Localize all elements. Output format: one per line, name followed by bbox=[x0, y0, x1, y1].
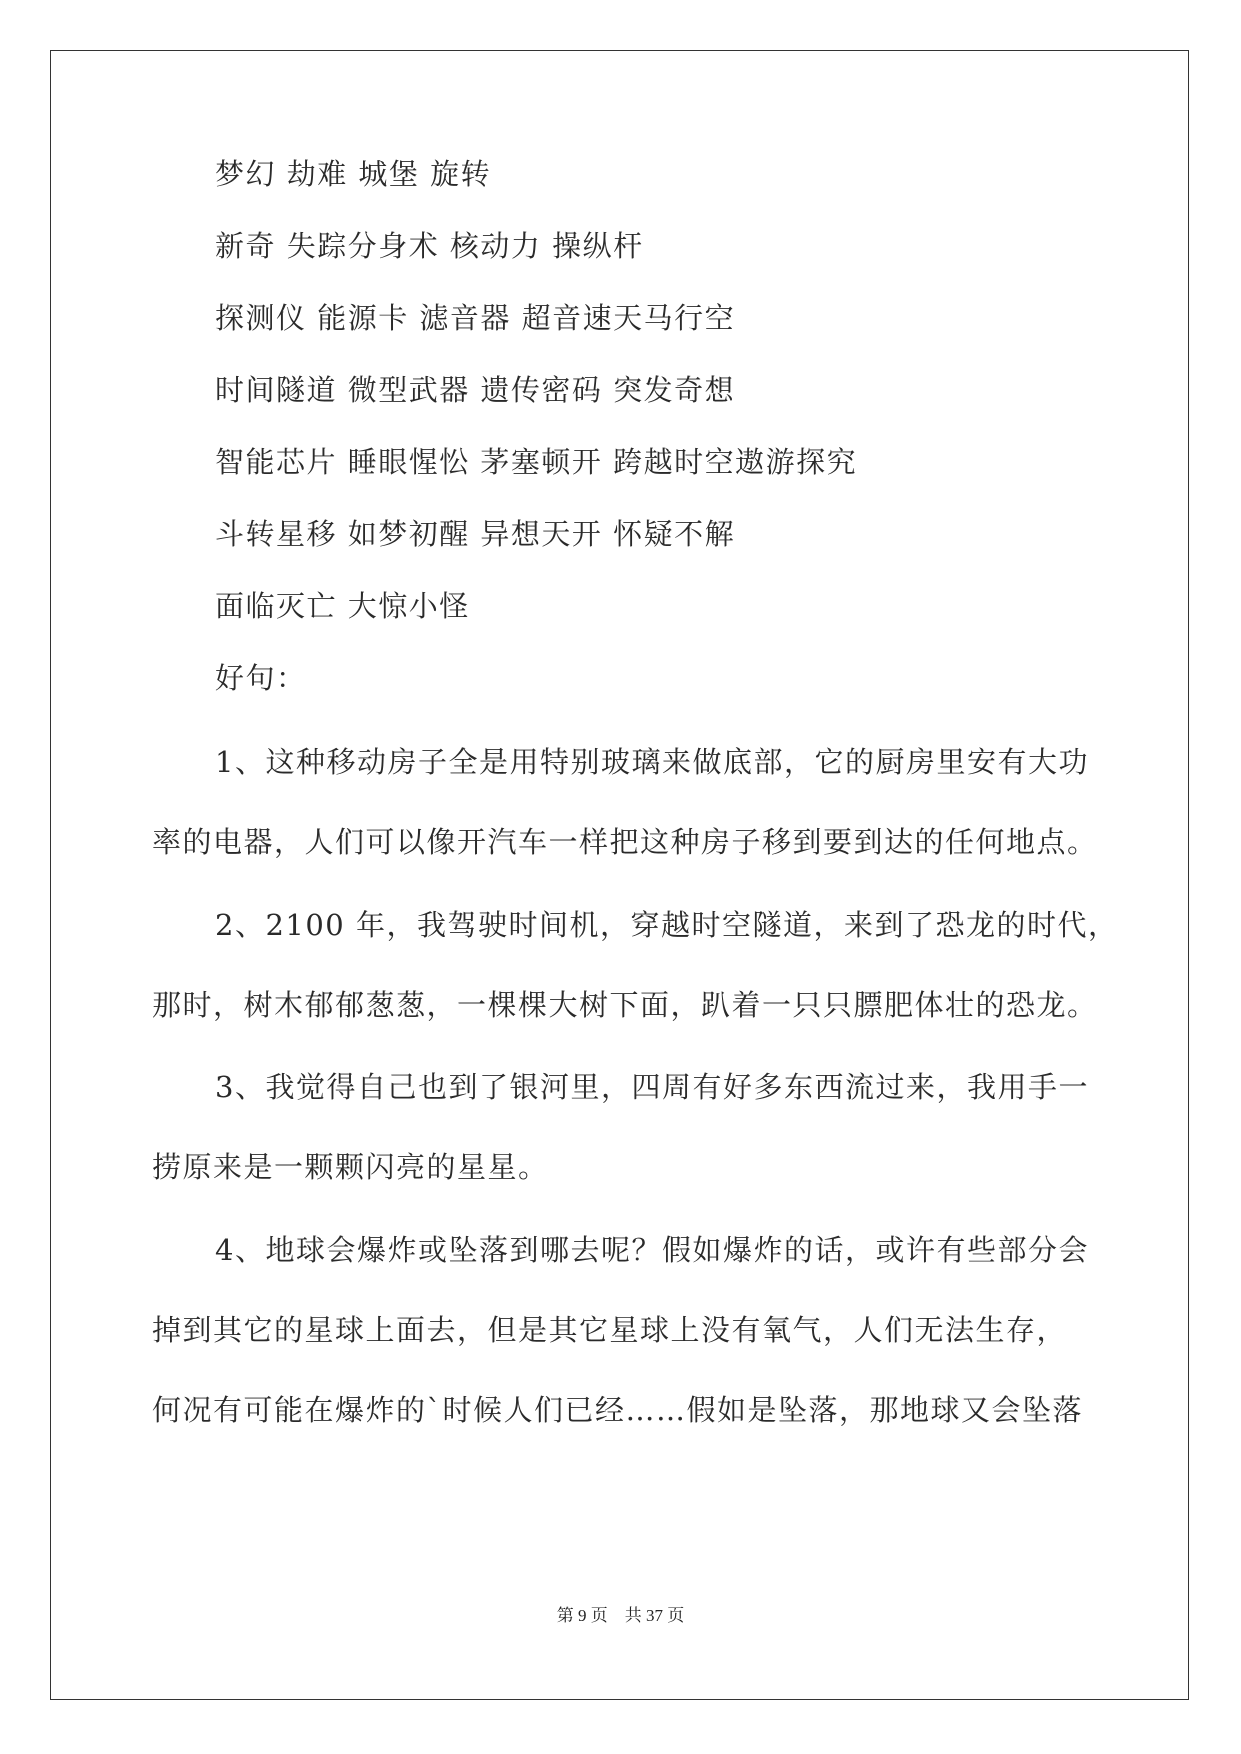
vocab-line-5: 智能芯片 睡眼惺忪 茅塞顿开 跨越时空遨游探究 bbox=[215, 445, 858, 479]
vocab-line-1: 梦幻 劫难 城堡 旋转 bbox=[215, 157, 492, 191]
sentence-4-line-2: 掉到其它的星球上面去，但是其它星球上没有氧气，人们无法生存， bbox=[152, 1313, 1068, 1347]
sentence-4-line-3: 何况有可能在爆炸的`时候人们已经……假如是坠落，那地球又会坠落 bbox=[152, 1393, 1084, 1427]
vocab-line-7: 面临灭亡 大惊小怪 bbox=[215, 589, 470, 623]
sentence-3-line-2: 捞原来是一颗颗闪亮的星星。 bbox=[152, 1150, 549, 1184]
sentence-4-line-1: 4、地球会爆炸或坠落到哪去呢？假如爆炸的话，或许有些部分会 bbox=[215, 1233, 1089, 1267]
sentences-heading: 好句： bbox=[215, 661, 307, 695]
vocab-line-3: 探测仪 能源卡 滤音器 超音速天马行空 bbox=[215, 301, 736, 335]
vocab-line-6: 斗转星移 如梦初醒 异想天开 怀疑不解 bbox=[215, 517, 736, 551]
sentence-1-line-2: 率的电器，人们可以像开汽车一样把这种房子移到要到达的任何地点。 bbox=[152, 825, 1098, 859]
sentence-2-line-2: 那时，树木郁郁葱葱，一棵棵大树下面，趴着一只只膘肥体壮的恐龙。 bbox=[152, 988, 1098, 1022]
page-footer: 第 9 页 共 37 页 bbox=[556, 1606, 685, 1625]
sentence-3-line-1: 3、我觉得自己也到了银河里，四周有好多东西流过来，我用手一 bbox=[215, 1070, 1089, 1104]
sentence-1-line-1: 1、这种移动房子全是用特别玻璃来做底部，它的厨房里安有大功 bbox=[215, 745, 1089, 779]
vocab-line-4: 时间隧道 微型武器 遗传密码 突发奇想 bbox=[215, 373, 736, 407]
vocab-line-2: 新奇 失踪分身术 核动力 操纵杆 bbox=[215, 229, 644, 263]
sentence-2-line-1: 2、2100 年，我驾驶时间机，穿越时空隧道，来到了恐龙的时代， bbox=[215, 908, 1119, 942]
